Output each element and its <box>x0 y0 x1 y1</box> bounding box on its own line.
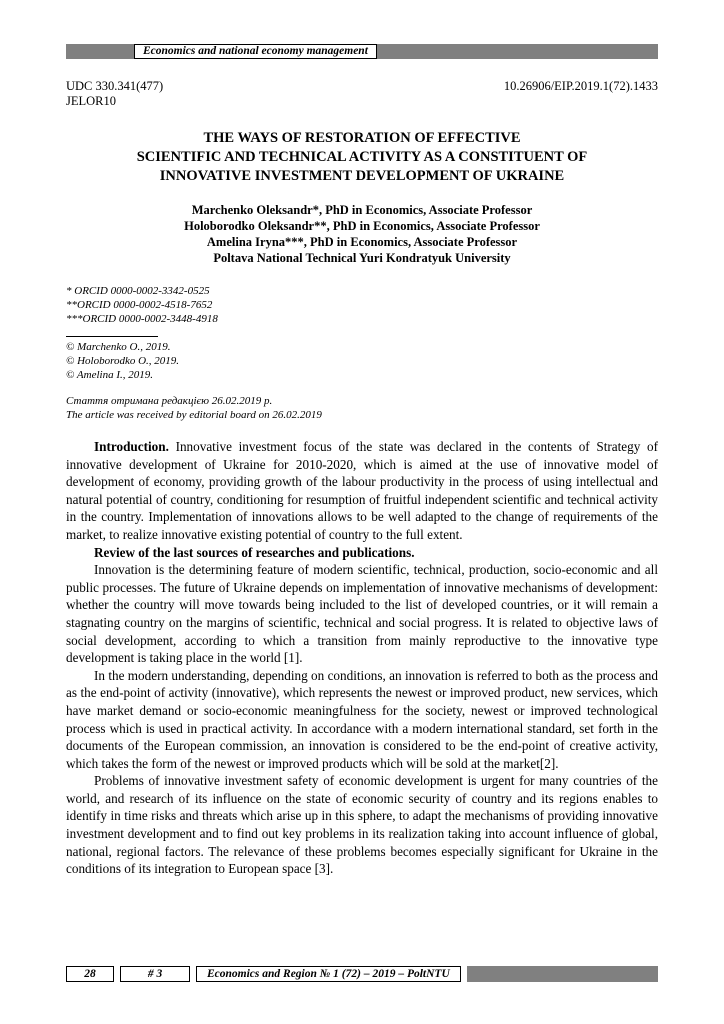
running-head-title: Economics and national economy management <box>134 44 377 59</box>
copyright-block <box>66 340 658 382</box>
received-date-en: The article was received by editorial board on 26.02.2019 <box>66 409 322 421</box>
copyright-line-3: © Amelina I., 2019. <box>66 369 153 381</box>
issue-number: # 3 <box>120 966 190 982</box>
paragraph-introduction-text: Innovative investment focus of the state was declared in the contents of Strategy of innovative development of Ukraine for 2010-2020, which is aimed at the use of innovative model of development of economy, providing growth of the labour productivity in the process of using intellectual and natural potential of country, conditioning for resumption of fruitful independent scientific and technical activity in the country. Implementation of innovations allows to be well adapted to the change of requirements of the market, to realize innovative existing potential of country to the full extent. <box>66 439 658 542</box>
article-title-line-1: THE WAYS OF RESTORATION OF EFFECTIVE <box>203 130 521 146</box>
author-line-3: Amelina Iryna***, PhD in Economics, Associate Professor <box>206 235 518 249</box>
identifier-line <box>66 79 658 94</box>
footnote-rule <box>66 336 158 337</box>
received-block <box>66 394 658 422</box>
orcid-line-3: ***ORCID 0000-0002-3448-4918 <box>66 313 218 325</box>
doi-code: 10.26906/EIP.2019.1(72).1433 <box>503 79 658 93</box>
paragraph-5: Problems of innovative investment safety of economic development is urgent for many countries of the world, and research of its influence on the state of economic security of country and its regions enables to identify in time risks and threats which arise up in this sphere, to adapt the mechanisms of providing innovative investment development and to find out key problems in its realization taking into account influence of global, national, regional factors. The relevance of these problems becomes especially significant for Ukraine in the conditions of its integration to European space [3]. <box>66 773 658 877</box>
running-head-bar-right <box>377 44 658 59</box>
paragraph-review-heading <box>66 544 658 562</box>
running-head-bar-left <box>66 44 134 59</box>
heading-review: Review of the last sources of researches and publications. <box>94 544 415 560</box>
orcid-block <box>66 284 658 326</box>
page-footer <box>66 966 658 982</box>
running-head <box>66 44 658 59</box>
received-date-ua: Стаття отримана редакцією 26.02.2019 р. <box>66 395 273 407</box>
article-title <box>76 129 648 186</box>
jel-code: JELOR10 <box>66 94 116 108</box>
page-number: 28 <box>66 966 114 982</box>
copyright-line-1: © Marchenko O., 2019. <box>66 341 171 353</box>
article-title-line-3: INNOVATIVE INVESTMENT DEVELOPMENT OF UKRAINE <box>159 168 565 184</box>
author-affiliation: Poltava National Technical Yuri Kondratyuk University <box>213 251 511 265</box>
author-line-1: Marchenko Oleksandr*, PhD in Economics, Associate Professor <box>191 203 533 217</box>
footer-bar <box>467 966 658 982</box>
heading-introduction: Introduction. <box>94 439 169 454</box>
orcid-line-2: **ORCID 0000-0002-4518-7652 <box>66 299 213 311</box>
paragraph-introduction <box>66 438 658 544</box>
copyright-line-2: © Holoborodko O., 2019. <box>66 355 180 367</box>
orcid-line-1: * ORCID 0000-0002-3342-0525 <box>66 285 210 297</box>
paragraph-4: In the modern understanding, depending on conditions, an innovation is referred to both as the process and as the end-point of activity (innovative), which represents the newest or improved product, new services, which have market demand or socio-economic meaningfulness for the society, newest or improved technological process which is used in practical activity. In accordance with a modern international standard, set forth in the documents of the European commission, an innovation is considered to be the end-point of creative activity, which takes the form of the newest or improved products which will be sold at the market[2]. <box>66 667 658 771</box>
article-body <box>66 438 658 878</box>
journal-title: Economics and Region № 1 (72) – 2019 – PoltNTU <box>196 966 461 982</box>
paragraph-3: Innovation is the determining feature of modern scientific, technical, production, socio-economic and all public processes. The future of Ukraine depends on implementation of innovative mechanisms of development: whether the country will move towards being included to the list of developed countries, or it will remain a stagnating country on the margins of scientific, technical and social progress. It is related to objective laws of social development, according to which a transition from mainly reproductive to the innovative type development is taking place in the world [1]. <box>66 562 658 666</box>
author-line-2: Holoborodko Oleksandr**, PhD in Economics, Associate Professor <box>184 219 540 233</box>
article-title-line-2: SCIENTIFIC AND TECHNICAL ACTIVITY AS A CONSTITUENT OF <box>136 149 588 165</box>
udc-code: UDC 330.341(477) <box>66 79 164 93</box>
author-block <box>66 202 658 266</box>
